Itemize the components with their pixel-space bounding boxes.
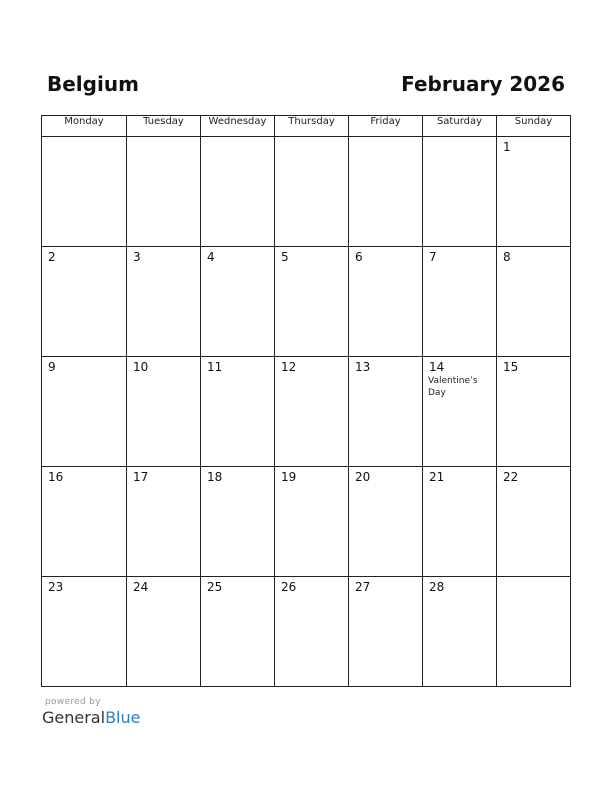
day-number: 11 (207, 360, 223, 374)
day-cell (497, 577, 571, 687)
day-cell (42, 467, 127, 577)
week-row (42, 577, 571, 687)
day-cell (127, 357, 201, 467)
day-number: 5 (281, 250, 289, 264)
day-cell (497, 467, 571, 577)
day-number (42, 137, 126, 140)
week-row (42, 467, 571, 577)
day-number: 21 (429, 470, 445, 484)
day-cell (42, 247, 127, 357)
day-cell (349, 467, 423, 577)
day-number: 13 (355, 360, 371, 374)
day-number (127, 137, 200, 140)
day-number: 10 (133, 360, 149, 374)
day-number: 20 (355, 470, 371, 484)
day-cell (201, 357, 275, 467)
day-number (349, 137, 422, 140)
day-cell (127, 467, 201, 577)
day-cell (423, 137, 497, 247)
day-cell (127, 137, 201, 247)
powered-by-text: powered by (45, 697, 101, 707)
day-number: 3 (133, 250, 141, 264)
day-cell (349, 137, 423, 247)
day-cell (275, 467, 349, 577)
logo-blue-text: Blue (105, 708, 141, 727)
holiday-label: Valentine’s Day (428, 376, 478, 398)
day-number: 18 (207, 470, 223, 484)
weekday-header-sunday: Sunday (497, 116, 571, 137)
day-cell (201, 247, 275, 357)
day-number: 6 (355, 250, 363, 264)
week-row (42, 357, 571, 467)
day-number: 9 (48, 360, 56, 374)
day-cell (349, 577, 423, 687)
weekday-header-monday: Monday (42, 116, 127, 137)
day-cell (275, 247, 349, 357)
day-cell (201, 467, 275, 577)
weekday-header-friday: Friday (349, 116, 423, 137)
day-number: 14 (429, 360, 445, 374)
day-cell (423, 357, 497, 467)
day-number: 2 (48, 250, 56, 264)
week-row (42, 137, 571, 247)
month-title: February 2026 (401, 72, 565, 96)
weekday-header-thursday: Thursday (275, 116, 349, 137)
day-cell (497, 137, 571, 247)
day-cell (275, 357, 349, 467)
day-cell (201, 137, 275, 247)
day-cell (349, 247, 423, 357)
day-number: 19 (281, 470, 297, 484)
weekday-header-tuesday: Tuesday (127, 116, 201, 137)
day-cell (127, 577, 201, 687)
day-number: 27 (355, 580, 371, 594)
day-cell (349, 357, 423, 467)
day-number (497, 577, 570, 580)
day-number: 28 (429, 580, 445, 594)
day-number: 7 (429, 250, 437, 264)
day-cell (42, 137, 127, 247)
weekday-header-row (42, 116, 571, 137)
day-number: 22 (503, 470, 519, 484)
day-cell (423, 247, 497, 357)
day-cell (275, 137, 349, 247)
day-cell (127, 247, 201, 357)
day-number: 1 (503, 140, 511, 154)
day-cell (497, 357, 571, 467)
generalblue-logo[interactable] (42, 708, 140, 728)
day-cell (497, 247, 571, 357)
day-number: 26 (281, 580, 297, 594)
day-cell (423, 577, 497, 687)
day-cell (42, 577, 127, 687)
day-number: 8 (503, 250, 511, 264)
day-cell (42, 357, 127, 467)
logo-general-text: General (42, 708, 106, 727)
day-number (275, 137, 348, 140)
day-cell (201, 577, 275, 687)
day-number: 15 (503, 360, 519, 374)
weekday-header-saturday: Saturday (423, 116, 497, 137)
week-row (42, 247, 571, 357)
day-number: 25 (207, 580, 223, 594)
day-number (423, 137, 496, 140)
calendar-grid (41, 115, 571, 687)
day-number: 12 (281, 360, 297, 374)
day-number: 4 (207, 250, 215, 264)
day-number: 24 (133, 580, 149, 594)
day-cell (275, 577, 349, 687)
day-number: 23 (48, 580, 64, 594)
day-number (201, 137, 274, 140)
country-title: Belgium (47, 72, 139, 96)
day-cell (423, 467, 497, 577)
weekday-header-wednesday: Wednesday (201, 116, 275, 137)
day-number: 17 (133, 470, 149, 484)
day-number: 16 (48, 470, 64, 484)
